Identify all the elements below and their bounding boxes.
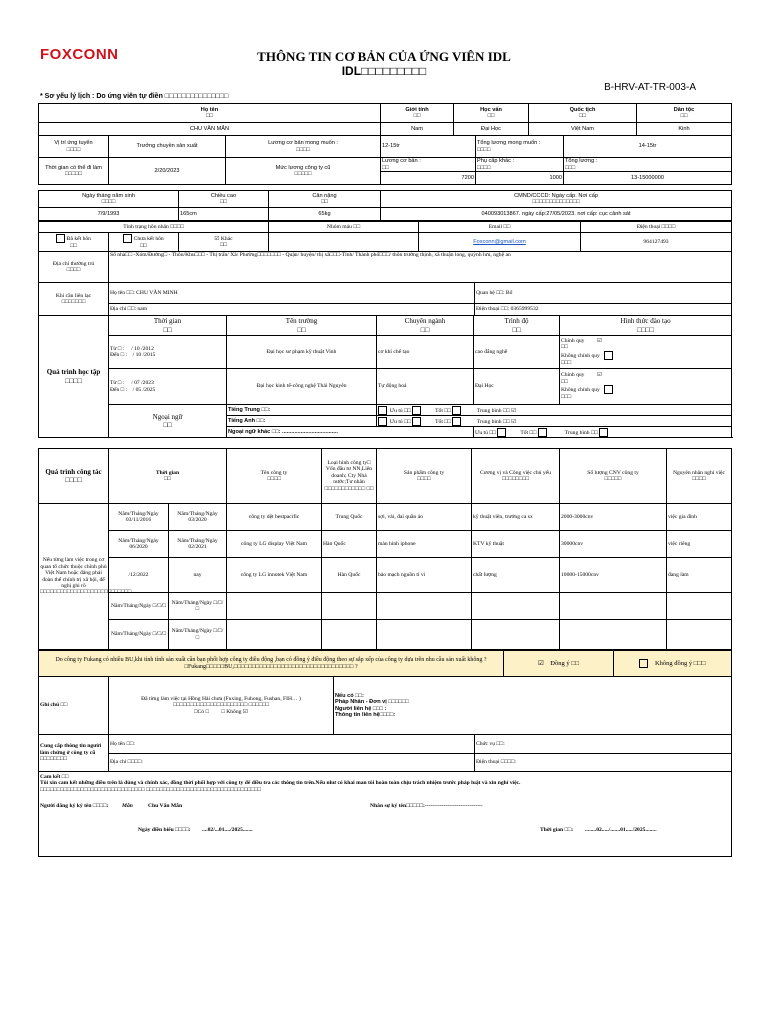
chinese-label: Tiếng Trung □□:: [227, 405, 377, 416]
ethnicity-header: Dân tộc □□: [637, 104, 732, 123]
work-reason[interactable]: việc riêng: [667, 531, 732, 558]
work-staff[interactable]: 10000-15000cnv: [560, 558, 667, 593]
work-reason-header: Nguyên nhân nghỉ việc □□□□: [667, 449, 732, 504]
education-table: [38, 315, 732, 438]
work-end[interactable]: nay: [169, 558, 227, 593]
work-start[interactable]: Năm/Tháng/Ngày 03/11/2016: [109, 504, 169, 531]
fill-date-label: Ngày điền biểu □□□□:: [138, 827, 191, 834]
marital-table: [38, 221, 732, 252]
reference-position[interactable]: Chức vụ □□:: [475, 735, 732, 754]
transfer-disagree[interactable]: Không đồng ý □□□: [614, 651, 732, 677]
chinese-levels[interactable]: Ưu tú □□ Tốt □□ Trung bình □□ ☑: [377, 405, 732, 416]
work-staff[interactable]: 30000cnv: [560, 531, 667, 558]
base-salary-label: Lương cơ bản : □□: [381, 158, 476, 172]
work-type[interactable]: [322, 620, 377, 650]
checked-icon[interactable]: ☑: [214, 235, 220, 242]
marital-label: Tình trạng hôn nhân □□□□: [39, 222, 269, 233]
blood-value[interactable]: [269, 233, 419, 252]
address-table: [38, 251, 732, 283]
work-end[interactable]: Năm/Tháng/Ngày □/□/□: [169, 620, 227, 650]
position-table: [38, 135, 732, 158]
work-table: [38, 448, 732, 650]
work-staff[interactable]: [560, 620, 667, 650]
expected-total-label: Tổng lương mong muốn : □□□□: [476, 136, 564, 158]
checked-icon[interactable]: ☑: [537, 659, 544, 667]
work-reason[interactable]: việc gia đình: [667, 504, 732, 531]
reference-name[interactable]: Họ tên □□:: [109, 735, 475, 754]
weight-label: Cân nặng □□: [269, 191, 381, 208]
contact-address[interactable]: Địa chỉ □□: nam: [109, 304, 475, 316]
work-start[interactable]: Năm/Tháng/Ngày 06/2020: [109, 531, 169, 558]
transfer-agree[interactable]: ☑ Đồng ý □□: [504, 651, 614, 677]
reference-table: [38, 734, 732, 772]
study-row-time[interactable]: Từ □ : / 10 /2012 Đến □ : / 10 /2015: [109, 336, 227, 369]
education-header: Học vấn □□: [454, 104, 529, 123]
study-row-major[interactable]: Tự động hoá: [377, 369, 474, 405]
weight-value[interactable]: 65kg: [269, 208, 381, 221]
work-reason[interactable]: đang làm: [667, 558, 732, 593]
blood-label: Nhóm máu □□: [269, 222, 419, 233]
phone-label: Điện thoại □□□□: [581, 222, 732, 233]
note-table: [38, 676, 732, 735]
work-job-header: Cương vị và Công việc chủ yếu □□□□□□□□: [472, 449, 560, 504]
work-staff[interactable]: 2000-3000cnv: [560, 504, 667, 531]
study-school-header: Tên trường □□: [227, 316, 377, 336]
basic-info-rows: [38, 103, 732, 136]
work-product[interactable]: màn hình iphone: [377, 531, 472, 558]
work-company[interactable]: công ty LG innotek Việt Nam: [227, 558, 322, 593]
work-start[interactable]: Năm/Tháng/Ngày □/□/□: [109, 593, 169, 620]
form-subtitle: IDL□□□□□□□□□: [341, 64, 427, 78]
time-label: Thời gian □□:: [540, 827, 574, 834]
work-product[interactable]: [377, 620, 472, 650]
study-form-header: Hình thức đào tạo □□□□: [560, 316, 732, 336]
height-label: Chiều cao □□: [179, 191, 269, 208]
allowance-value[interactable]: 1000: [476, 172, 564, 185]
id-card-label: CMND/CCCD: Ngày cấp. Nơi cấp □□□□□□□□□□□□□□: [381, 191, 732, 208]
expected-salary-label: Lương cơ bản mong muốn : □□□□: [226, 136, 381, 158]
work-type[interactable]: Trung Quốc: [322, 504, 377, 531]
commitment-text: Tôi xin cam kết những điều trên là đúng và chính xác, đồng thời phối hợp với công ty để điều tra các thông tin trên.Nếu như có khai man tôi hoàn toàn chịu trách nhiệm trước pháp luật và xin nghỉ việc.: [40, 780, 521, 787]
start-date-label: Thời gian có thể đi làm □□□□□: [39, 158, 109, 185]
work-job[interactable]: chất lượng: [472, 558, 560, 593]
dob-value[interactable]: 7/9/1993: [39, 208, 179, 221]
contact-phone[interactable]: Điện thoại □□: 0365999532: [475, 304, 732, 316]
study-level-header: Trình độ □□: [474, 316, 560, 336]
applicant-signature[interactable]: Mẫn: [122, 803, 133, 810]
base-salary-value[interactable]: 7200: [381, 172, 476, 185]
work-company-header: Tên công ty □□□□: [227, 449, 322, 504]
work-start[interactable]: /12/2022: [109, 558, 169, 593]
contact-label: Khi cần liên lạc □□□□□□□: [39, 283, 109, 316]
work-product[interactable]: sợi, vải, đai quần áo: [377, 504, 472, 531]
work-product[interactable]: [377, 593, 472, 620]
checkbox-icon[interactable]: [639, 659, 648, 668]
work-time-header: Thời gian □□: [109, 449, 227, 504]
study-row-school[interactable]: Đại học kinh tế-công nghệ Thái Nguyên: [227, 369, 377, 405]
foxconn-logo: FOXCONN: [40, 46, 119, 63]
work-end[interactable]: Năm/Tháng/Ngày 03/2020: [169, 504, 227, 531]
work-job[interactable]: kỹ thuật viên, trưởng ca sx: [472, 504, 560, 531]
time-value[interactable]: ........02...../.......01...../2025........: [585, 827, 657, 834]
note-question[interactable]: Đã từng làm việc tại Hồng Hải chưa (Fuxing, Fuhong, Fushan, FIH… ) □□□□□□□□□□□□□□□□□□□□□□ □□□□□□ □Có □ □ Không ☑: [109, 677, 334, 735]
checkbox-icon[interactable]: [123, 234, 132, 243]
study-time-header: Thời gian □□: [109, 316, 227, 336]
work-company[interactable]: công ty dệt bestpacific: [227, 504, 322, 531]
work-end[interactable]: Năm/Tháng/Ngày 02/2021: [169, 531, 227, 558]
address-value[interactable]: Số nhà□□ -Xóm/Đường□ - Thôn/Khu□□□ - Thị trấn/ Xã/ Phường□□□□□□□ - Quận/ huyện/ thị xã□□□-Tỉnh/ Thành phố□□□/ thôn trường thịnh, xã thuận long, quỳnh lưu, nghệ an: [109, 252, 732, 283]
contact-table: [38, 282, 732, 316]
study-row-major[interactable]: cơ khí chế tạo: [377, 336, 474, 369]
english-label: Tiếng Anh □□:: [227, 416, 377, 427]
work-job[interactable]: KTV kỹ thuật: [472, 531, 560, 558]
work-label: Quá trình công tác □□□□: [39, 449, 109, 504]
work-staff-header: Số lượng CNV công ty □□□□□: [560, 449, 667, 504]
study-row-level[interactable]: Đại Học: [474, 369, 560, 405]
checkbox-icon[interactable]: [56, 234, 65, 243]
form-note: * Sơ yếu lý lịch : Do ứng viên tự điền □□□□□□□□□□□□□□□: [40, 93, 229, 100]
married-option[interactable]: Đã kết hôn □□: [39, 233, 109, 252]
work-product[interactable]: bảo mạch nguồn ti vi: [377, 558, 472, 593]
commitment-text-cn: □□□□□□□□□□□□□□□□□□□□□□□□□□□□□□□ □□□□□□□□□□□□□□□□□□□□□□□□□□□□□□□□□□: [40, 786, 262, 793]
email-link[interactable]: Foxconn@gmail.com: [473, 238, 526, 245]
applicant-name[interactable]: Chu Văn Mẫn: [148, 803, 183, 810]
email-value[interactable]: [419, 233, 581, 252]
reference-address[interactable]: Địa chỉ □□□□:: [109, 754, 475, 772]
work-type[interactable]: Hàn Quốc: [322, 531, 377, 558]
height-value[interactable]: 165cm: [179, 208, 269, 221]
total-salary-value[interactable]: 13-15000000: [564, 172, 732, 185]
name-header: Họ tên □□: [39, 104, 381, 123]
work-reason[interactable]: [667, 620, 732, 650]
language-label: Ngoại ngữ □□: [109, 405, 227, 438]
hr-signature-label[interactable]: Nhân sự ký tên□□□□□:-------------------------------: [370, 803, 483, 810]
commitment-block: [39, 772, 732, 857]
note-details[interactable]: Nếu có □□: Pháp Nhân - Đơn vị □□□□□□ Người liên hệ □□□ : Thông tin liên hệ□□□□:: [334, 677, 732, 735]
english-levels[interactable]: Ưu tú □□ Tốt □□ Trung bình □□ ☑: [377, 416, 732, 427]
work-staff[interactable]: [560, 593, 667, 620]
work-job[interactable]: [472, 620, 560, 650]
transfer-question: Do công ty Fukang có nhiều BU,khi tình tình sản xuất cần bạn phối hợp công ty điều động ,bạn có đồng ý điều động theo sự sắp xếp của công ty dựa trên nhu cầu sản xuất không ? □Fukang□□□□□BU,□□□□□□□□□□□□□□□□□□□□□□□□□□□□□□□□□ ?: [39, 651, 504, 677]
old-salary-label: Mức lương công ty cũ □□□□□: [226, 158, 381, 185]
phone-value[interactable]: 964127493: [581, 233, 732, 252]
other-language-label[interactable]: Ngoại ngữ khác □□: ....................................: [227, 427, 474, 438]
study-row-time[interactable]: Từ □ : / 07 /2023 Đến □ : / 05 /2025: [109, 369, 227, 405]
study-row-form[interactable]: Chính quy ☑ □□ Không chính quy □□□: [560, 336, 732, 369]
study-row-form[interactable]: Chính quy ☑ □□ Không chính quy □□□: [560, 369, 732, 405]
work-end[interactable]: Năm/Tháng/Ngày □/□/□: [169, 593, 227, 620]
reference-phone[interactable]: Điện thoại □□□□:: [475, 754, 732, 772]
work-start[interactable]: Năm/Tháng/Ngày □/□/□: [109, 620, 169, 650]
work-company[interactable]: [227, 593, 322, 620]
total-salary-label: Tổng lương : □□□: [564, 158, 732, 172]
contact-relation[interactable]: Quan hệ □□: Bố: [475, 283, 732, 304]
work-company[interactable]: [227, 620, 322, 650]
education-value[interactable]: Đại Học: [454, 123, 529, 136]
note-label: Ghi chú □□: [39, 677, 109, 735]
study-major-header: Chuyên ngành □□: [377, 316, 474, 336]
gender-header: Giới tính □□: [381, 104, 454, 123]
study-label: Quá trình học tập □□□□: [39, 316, 109, 438]
start-date-value[interactable]: 2/20/2023: [109, 158, 226, 185]
single-option[interactable]: Chưa kết hôn □□: [109, 233, 179, 252]
address-label: Địa chỉ thường trú □□□□: [39, 252, 109, 283]
commitment-label: Cam kết □□: [40, 774, 69, 780]
expected-salary-value[interactable]: 12-15tr: [381, 136, 476, 158]
study-row-level[interactable]: cao đẳng nghề: [474, 336, 560, 369]
position-value[interactable]: Trưởng chuyền sản xuất: [109, 136, 226, 158]
applicant-signature-label: Người đăng ký ký tên □□□□:: [40, 803, 109, 810]
other-language-levels[interactable]: Ưu tú □□ Tốt □□ Trung bình □□: [474, 427, 732, 438]
expected-total-value[interactable]: 14-15tr: [564, 136, 732, 158]
id-card-value[interactable]: 040093013867. ngày cấp:27/05/2023. nơi cấp: cục cảnh sát: [381, 208, 732, 221]
email-label: Email □□: [419, 222, 581, 233]
work-type[interactable]: [322, 593, 377, 620]
form-title: THÔNG TIN CƠ BẢN CỦA ỨNG VIÊN IDL: [257, 49, 511, 64]
fill-date-value[interactable]: ....02/...01..../2025.......: [202, 827, 253, 834]
work-job[interactable]: [472, 593, 560, 620]
name-value[interactable]: CHU VĂN MẪN: [39, 123, 381, 136]
form-code: B-HRV-AT-TR-003-A: [604, 82, 696, 93]
work-reason[interactable]: [667, 593, 732, 620]
nationality-header: Quốc tịch □□: [529, 104, 637, 123]
nationality-value[interactable]: Việt Nam: [529, 123, 637, 136]
gender-value[interactable]: Nam: [381, 123, 454, 136]
personal-table: [38, 190, 732, 221]
work-type[interactable]: Hàn Quốc: [322, 558, 377, 593]
ethnicity-value[interactable]: Kinh: [637, 123, 732, 136]
dob-label: Ngày tháng năm sinh □□□□: [39, 191, 179, 208]
allowance-label: Phụ cấp khác : □□□□: [476, 158, 564, 172]
transfer-table: [38, 650, 732, 677]
commitment-table: [38, 771, 732, 857]
position-label: Vị trí ứng tuyển □□□□: [39, 136, 109, 158]
other-option[interactable]: ☑ Khác □□: [179, 233, 269, 252]
work-side-note: Nếu từng làm việc trong cơ quan tổ chức thuộc chính phủ Việt Nam hoặc đảng phái đoàn thể chính trị xã hội, để nghị ghi rõ □□□□□□□□□□□□□□□□□□□□□□□□□□□: [39, 504, 109, 650]
reference-label: Cung cấp thông tin người làm chứng ở công ty cũ □□□□□□□□: [39, 735, 109, 772]
study-row-school[interactable]: Đại học sư phạm kỹ thuật Vinh: [227, 336, 377, 369]
work-company[interactable]: công ty LG display Việt Nam: [227, 531, 322, 558]
work-type-header: Loại hình công ty□ Vốn đầu tư NN,Liên doanh; Cty Nhà nước;Tư nhân □□□□□□□□□□□□ □□: [322, 449, 377, 504]
work-product-header: Sản phẩm công ty □□□□: [377, 449, 472, 504]
start-table: [38, 157, 732, 185]
contact-name[interactable]: Họ tên □□: CHU VĂN MINH: [109, 283, 475, 304]
